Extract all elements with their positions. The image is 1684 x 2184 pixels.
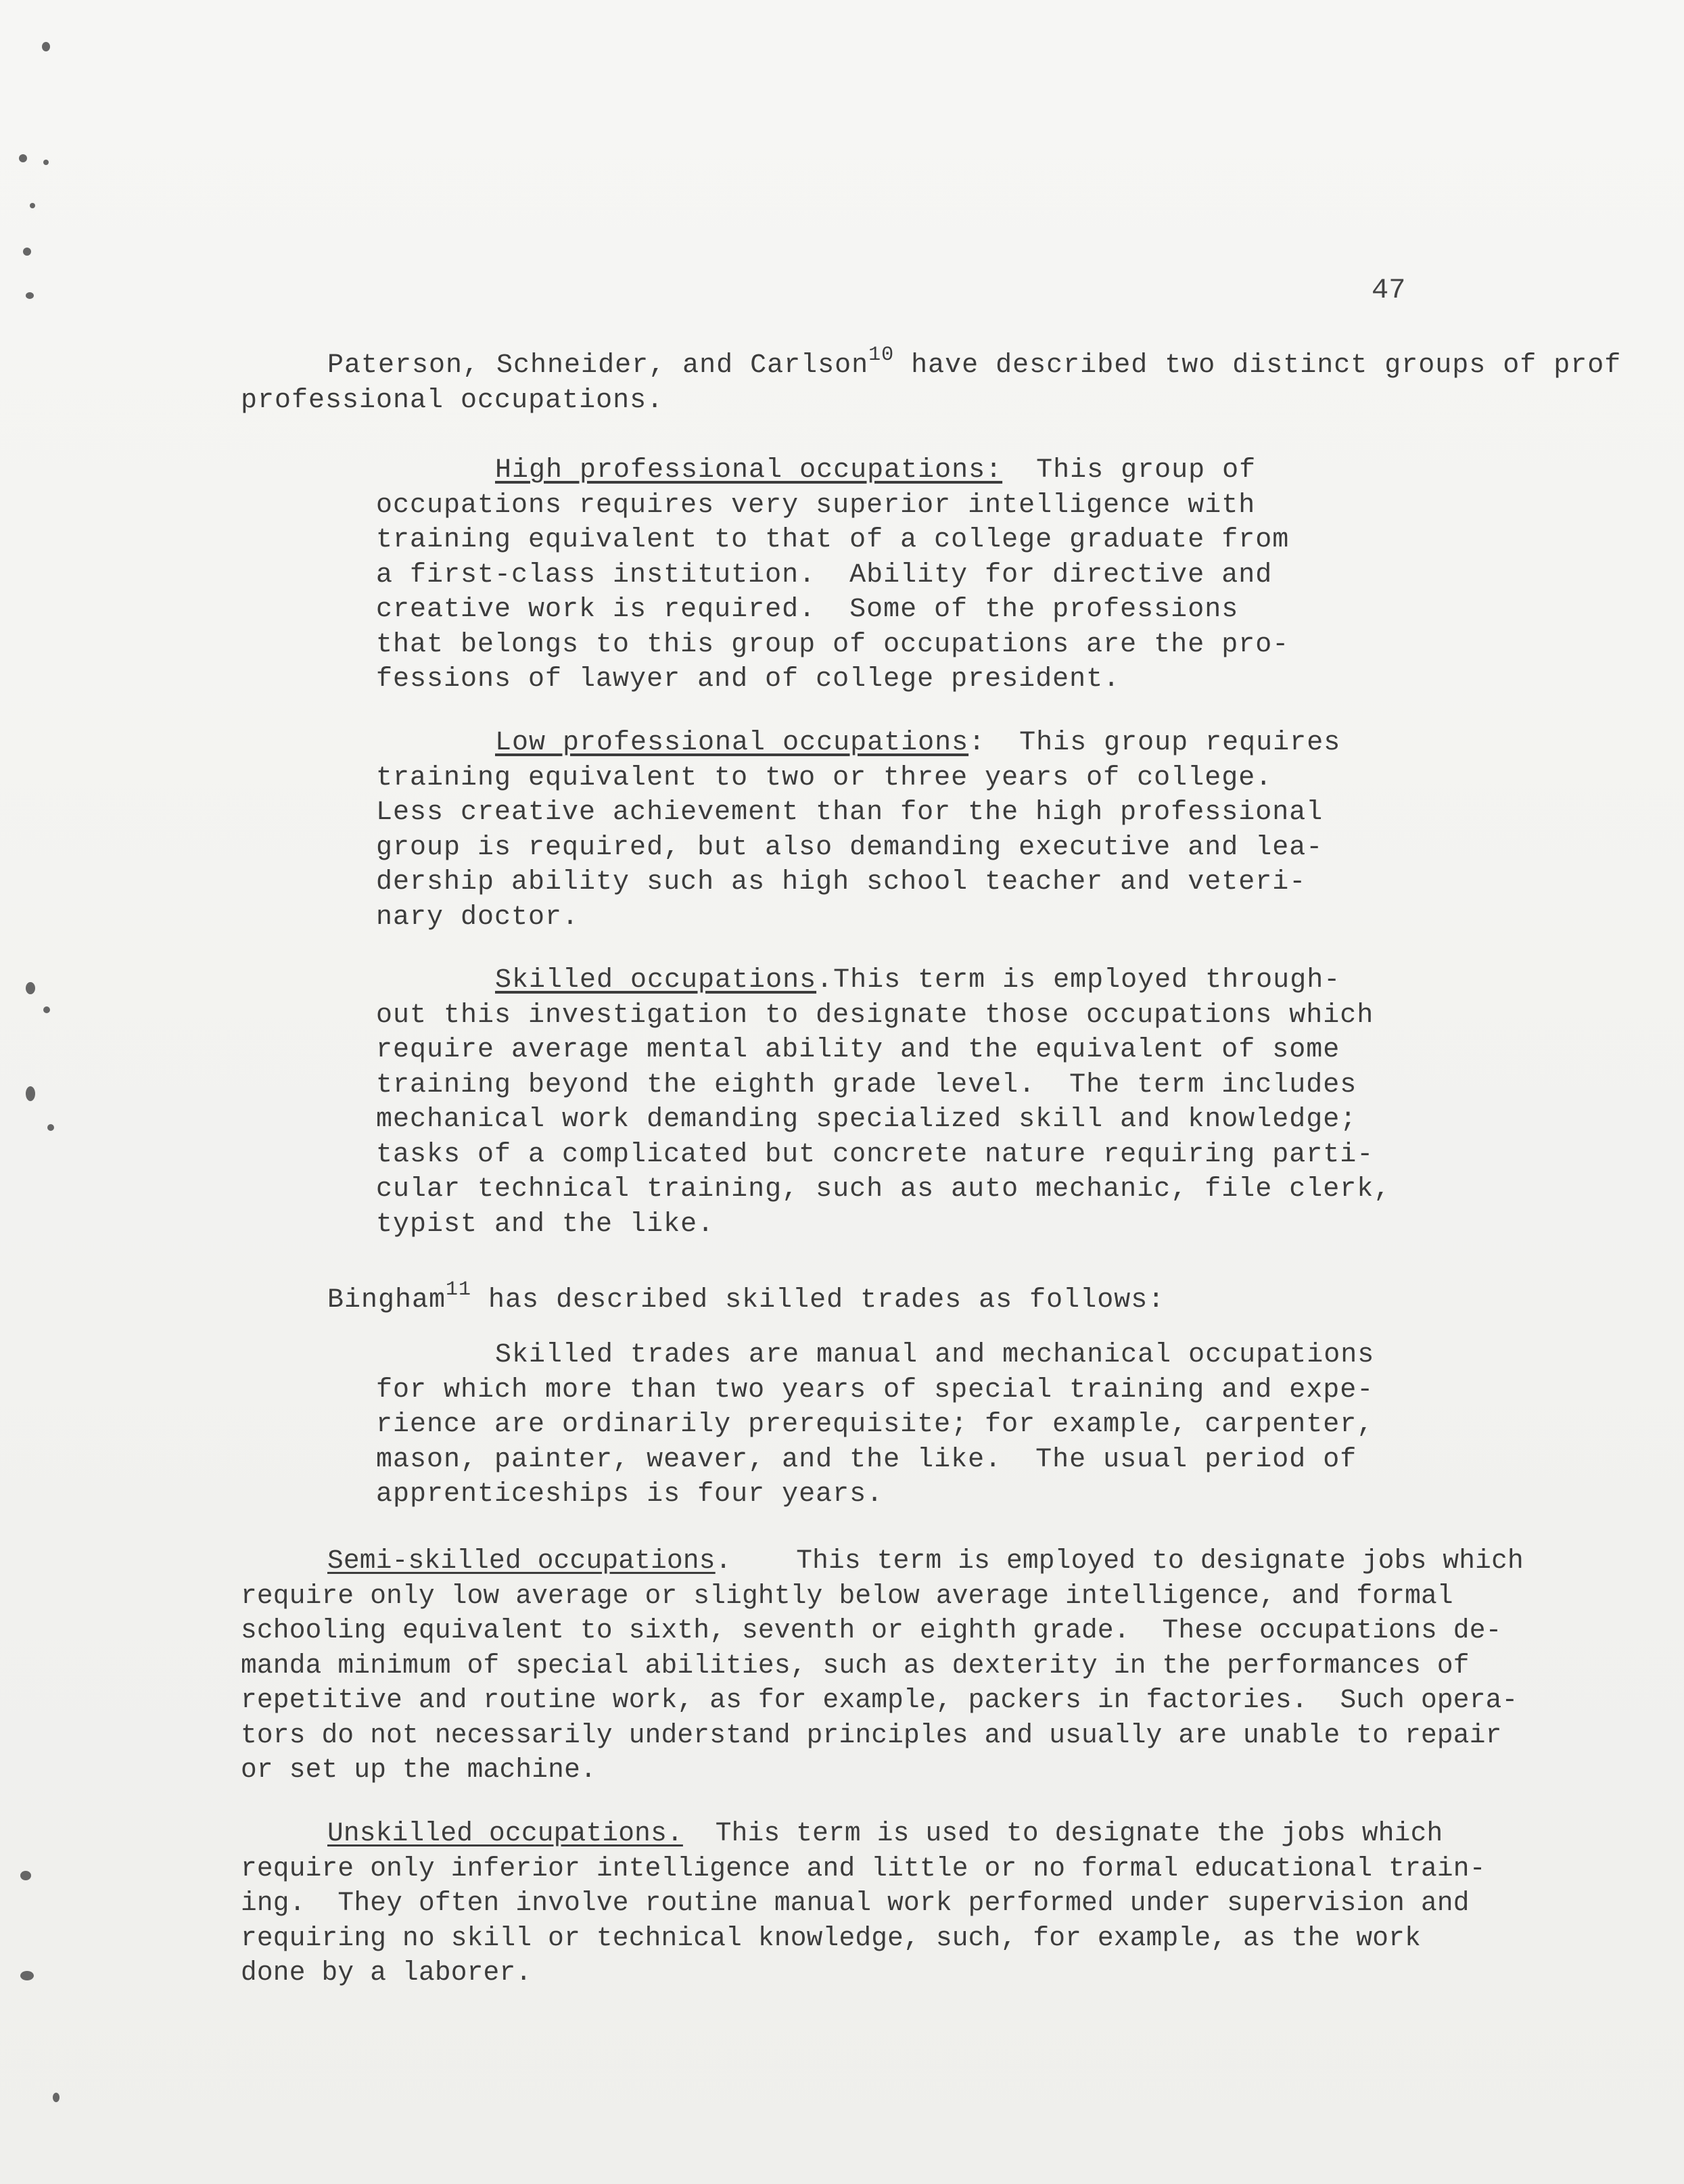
binder-mark — [47, 1124, 54, 1131]
binder-mark — [43, 1006, 50, 1013]
low-line-6: nary doctor. — [376, 902, 580, 933]
quote-line-1: Skilled trades are manual and mechanical occupations — [495, 1340, 1375, 1370]
intro-text-b: have described two distinct groups of prof — [894, 350, 1622, 381]
unskilled-text-1: This term is used to designate the jobs which — [682, 1818, 1443, 1849]
quote-line-2: for which more than two years of special training and expe- — [376, 1374, 1374, 1405]
skilled-line-8: typist and the like. — [376, 1209, 715, 1240]
footnote-ref-11: 11 — [446, 1278, 472, 1301]
skilled-line-2: out this investigation to designate those occupations which — [376, 1000, 1374, 1031]
binder-mark — [43, 160, 49, 165]
low-line-3: Less creative achievement than for the high professional — [376, 797, 1324, 828]
binder-mark — [19, 154, 27, 162]
binder-mark — [30, 203, 35, 208]
intro-line-2: professional occupations. — [241, 385, 664, 416]
semi-line-1 — [327, 1543, 1524, 1579]
skilled-line-7: cular technical training, such as auto mechanic, file clerk, — [376, 1174, 1391, 1205]
bingham-text-b: has described skilled trades as follows: — [471, 1285, 1165, 1316]
semi-text-1: . This term is employed to designate jobs which — [715, 1546, 1524, 1576]
unskilled-paragraph — [241, 1816, 1486, 1991]
unskilled-line-3: ing. They often involve routine manual work performed under supervision and — [241, 1888, 1470, 1918]
intro-text-a: Paterson, Schneider, and Carlson — [327, 350, 869, 381]
skilled-line-3: require average mental ability and the equivalent of some — [376, 1035, 1340, 1065]
skilled-paragraph — [376, 963, 1390, 1242]
footnote-ref-10: 10 — [868, 344, 895, 367]
bingham-name: Bingham — [327, 1285, 446, 1316]
low-line-4: group is required, but also demanding executive and lea- — [376, 832, 1324, 863]
semi-line-6: tors do not necessarily understand principles and usually are unable to repair — [241, 1719, 1502, 1750]
skilled-trades-quote — [376, 1338, 1374, 1512]
binder-mark — [20, 1871, 31, 1880]
high-line-6: that belongs to this group of occupations are the pro- — [376, 629, 1290, 660]
skilled-line-4: training beyond the eighth grade level. The term includes — [376, 1069, 1357, 1100]
semi-line-7: or set up the machine. — [241, 1755, 597, 1785]
unskilled-line-5: done by a laborer. — [241, 1957, 532, 1988]
high-line-1 — [495, 453, 1289, 488]
quote-line-5: apprenticeships is four years. — [376, 1479, 884, 1510]
binder-mark — [20, 1971, 34, 1980]
high-line-2: occupations requires very superior intelligence with — [376, 490, 1256, 521]
high-line-4: a first-class institution. Ability for directive and — [376, 559, 1273, 590]
binder-mark — [26, 292, 34, 299]
binder-mark — [42, 42, 50, 51]
unskilled-line-4: requiring no skill or technical knowledge, such, for example, as the work — [241, 1922, 1421, 1953]
skilled-line-5: mechanical work demanding specialized skill and knowledge; — [376, 1105, 1357, 1135]
low-heading: Low professional occupations — [495, 728, 969, 758]
high-professional-paragraph — [376, 453, 1289, 697]
bingham-line — [327, 1273, 1165, 1318]
skilled-line-6: tasks of a complicated but concrete nature requiring parti- — [376, 1139, 1374, 1170]
low-professional-paragraph — [376, 726, 1340, 935]
skilled-text-1: .This term is employed through- — [816, 965, 1341, 996]
high-line-3: training equivalent to that of a college graduate from — [376, 525, 1290, 555]
binder-mark — [53, 2093, 60, 2102]
intro-line-1 — [327, 338, 1621, 384]
unskilled-heading: Unskilled occupations. — [327, 1818, 683, 1849]
binder-mark — [23, 248, 31, 256]
quote-line-4: mason, painter, weaver, and the like. The usual period of — [376, 1444, 1357, 1475]
semi-line-3: schooling equivalent to sixth, seventh or eighth grade. These occupations de- — [241, 1615, 1502, 1646]
high-heading: High professional occupations: — [495, 455, 1003, 486]
unskilled-line-1 — [327, 1816, 1486, 1851]
semi-line-5: repetitive and routine work, as for example, packers in factories. Such opera- — [241, 1685, 1518, 1715]
semi-heading: Semi-skilled occupations — [327, 1546, 716, 1576]
semi-line-4: manda minimum of special abilities, such as dexterity in the performances of — [241, 1650, 1470, 1681]
low-text-1: : This group requires — [968, 728, 1341, 758]
high-line-5: creative work is required. Some of the professions — [376, 595, 1239, 625]
semi-line-2: require only low average or slightly below average intelligence, and formal — [241, 1580, 1453, 1611]
high-text-1: This group of — [1002, 455, 1257, 486]
low-line-2: training equivalent to two or three years of college. — [376, 762, 1273, 793]
low-line-5: dership ability such as high school teacher and veteri- — [376, 867, 1307, 898]
binder-mark — [26, 1086, 35, 1101]
page-number: 47 — [1372, 274, 1406, 306]
high-line-7: fessions of lawyer and of college president. — [376, 664, 1121, 695]
binder-mark — [26, 982, 35, 994]
bingham-text — [327, 1273, 1165, 1318]
unskilled-line-2: require only inferior intelligence and little or no formal educational train- — [241, 1853, 1486, 1884]
semi-skilled-paragraph — [241, 1543, 1524, 1788]
intro-paragraph — [241, 338, 1621, 418]
low-line-1 — [495, 726, 1340, 761]
skilled-line-1 — [495, 963, 1390, 998]
skilled-heading: Skilled occupations — [495, 965, 817, 996]
quote-line-3: rience are ordinarily prerequisite; for example, carpenter, — [376, 1410, 1374, 1440]
